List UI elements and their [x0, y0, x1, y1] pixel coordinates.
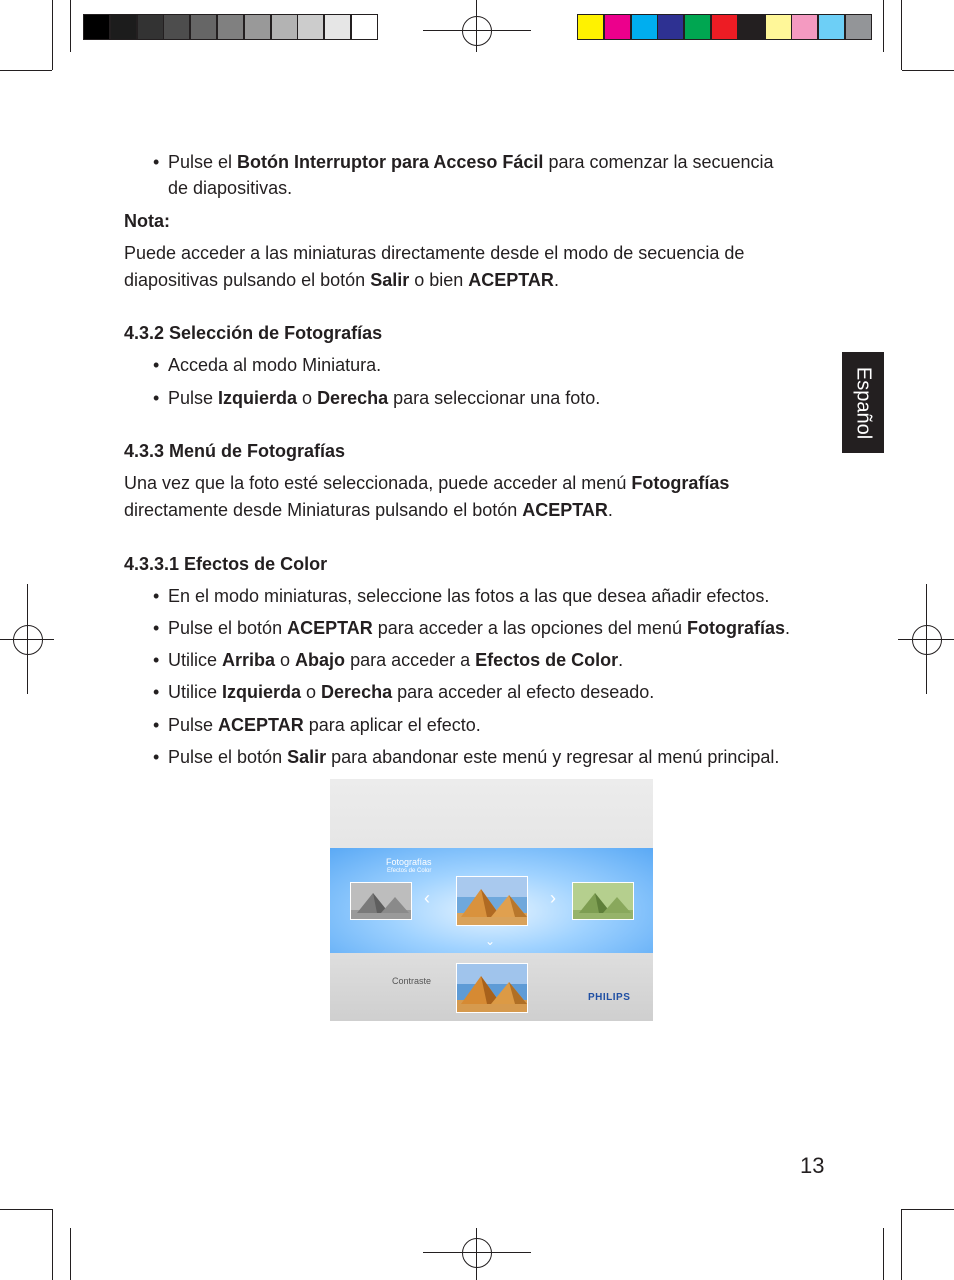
- photo-frame-screenshot: [330, 779, 653, 1021]
- bullet: •: [153, 618, 160, 638]
- menu-subtitle: Efectos de Color: [387, 868, 432, 874]
- right-arrow-icon[interactable]: ›: [550, 888, 556, 908]
- section-heading-4-3-3-1: 4.3.3.1 Efectos de Color: [124, 554, 328, 574]
- thumbnail-selected: [456, 876, 528, 926]
- thumbnail-green: [572, 882, 634, 920]
- color-swatch: [791, 14, 818, 40]
- s433-line-1: Una vez que la foto esté seleccionada, puede acceder al menú Fotografías: [124, 473, 730, 493]
- s432-bullet-1: Acceda al modo Miniatura.: [168, 355, 382, 375]
- bullet: •: [153, 715, 160, 735]
- registration-mark-right: [898, 584, 954, 694]
- gray-swatch: [83, 14, 110, 40]
- color-swatch: [604, 14, 631, 40]
- pyramid-image-color: [457, 877, 528, 926]
- s4331-bullet-4: Utilice Izquierda o Derecha para acceder al efecto deseado.: [168, 682, 655, 702]
- bullet: •: [153, 586, 160, 606]
- s4331-bullet-5: Pulse ACEPTAR para aplicar el efecto.: [168, 715, 481, 735]
- intro-line-1: Pulse el Botón Interruptor para Acceso Fácil para comenzar la secuencia: [168, 152, 774, 172]
- s4331-bullet-1: En el modo miniaturas, seleccione las fotos a las que desea añadir efectos.: [168, 586, 770, 606]
- s432-bullet-2: Pulse Izquierda o Derecha para seleccionar una foto.: [168, 388, 601, 408]
- down-arrow-icon[interactable]: ⌄: [485, 934, 496, 948]
- pyramid-image-gray: [351, 883, 412, 920]
- color-swatch: [684, 14, 711, 40]
- bullet: •: [153, 355, 160, 375]
- bullet: •: [153, 747, 160, 767]
- color-swatch: [765, 14, 792, 40]
- color-swatch: [577, 14, 604, 40]
- note-title: Nota:: [124, 211, 170, 231]
- menu-title: Fotografías: [386, 857, 432, 867]
- note-line-2: diapositivas pulsando el botón Salir o bien ACEPTAR.: [124, 270, 559, 290]
- color-swatch: [631, 14, 658, 40]
- pyramid-image-contrast: [457, 964, 528, 1013]
- gray-swatch: [110, 14, 137, 40]
- gray-swatch: [297, 14, 324, 40]
- gray-swatch: [324, 14, 351, 40]
- thumbnail-contrast: [456, 963, 528, 1013]
- thumbnail-grayscale: [350, 882, 412, 920]
- color-swatch: [711, 14, 738, 40]
- color-swatch: [738, 14, 765, 40]
- color-swatch: [845, 14, 872, 40]
- note-line-1: Puede acceder a las miniaturas directamente desde el modo de secuencia de: [124, 243, 745, 263]
- registration-mark-bottom: [423, 1224, 531, 1280]
- intro-line-2: de diapositivas.: [168, 178, 293, 198]
- section-heading-4-3-2: 4.3.2 Selección de Fotografías: [124, 323, 383, 343]
- gray-swatch: [351, 14, 378, 40]
- gray-swatch: [190, 14, 217, 40]
- bullet: •: [153, 388, 160, 408]
- philips-logo: PHILIPS: [588, 992, 631, 1003]
- gray-swatch: [217, 14, 244, 40]
- language-tab: [842, 352, 884, 453]
- gray-swatch: [163, 14, 190, 40]
- s4331-bullet-2: Pulse el botón ACEPTAR para acceder a las opciones del menú Fotografías.: [168, 618, 790, 638]
- bullet: •: [153, 650, 160, 670]
- gray-swatch: [137, 14, 164, 40]
- registration-mark-top: [423, 0, 531, 60]
- bullet: •: [153, 682, 160, 702]
- page-number: 13: [800, 1153, 825, 1178]
- s433-line-2: directamente desde Miniaturas pulsando el botón ACEPTAR.: [124, 500, 613, 520]
- s4331-bullet-3: Utilice Arriba o Abajo para acceder a Efectos de Color.: [168, 650, 624, 670]
- color-swatch: [818, 14, 845, 40]
- pyramid-image-green: [573, 883, 634, 920]
- gray-swatch: [244, 14, 271, 40]
- s4331-bullet-6: Pulse el botón Salir para abandonar este menú y regresar al menú principal.: [168, 747, 780, 767]
- section-heading-4-3-3: 4.3.3 Menú de Fotografías: [124, 441, 346, 461]
- left-arrow-icon[interactable]: ‹: [424, 888, 430, 908]
- color-swatch: [657, 14, 684, 40]
- language-tab-label: Español: [852, 366, 875, 439]
- contrast-label: Contraste: [392, 976, 432, 986]
- bullet: •: [153, 152, 160, 172]
- registration-mark-left: [0, 584, 60, 694]
- gray-swatch: [271, 14, 298, 40]
